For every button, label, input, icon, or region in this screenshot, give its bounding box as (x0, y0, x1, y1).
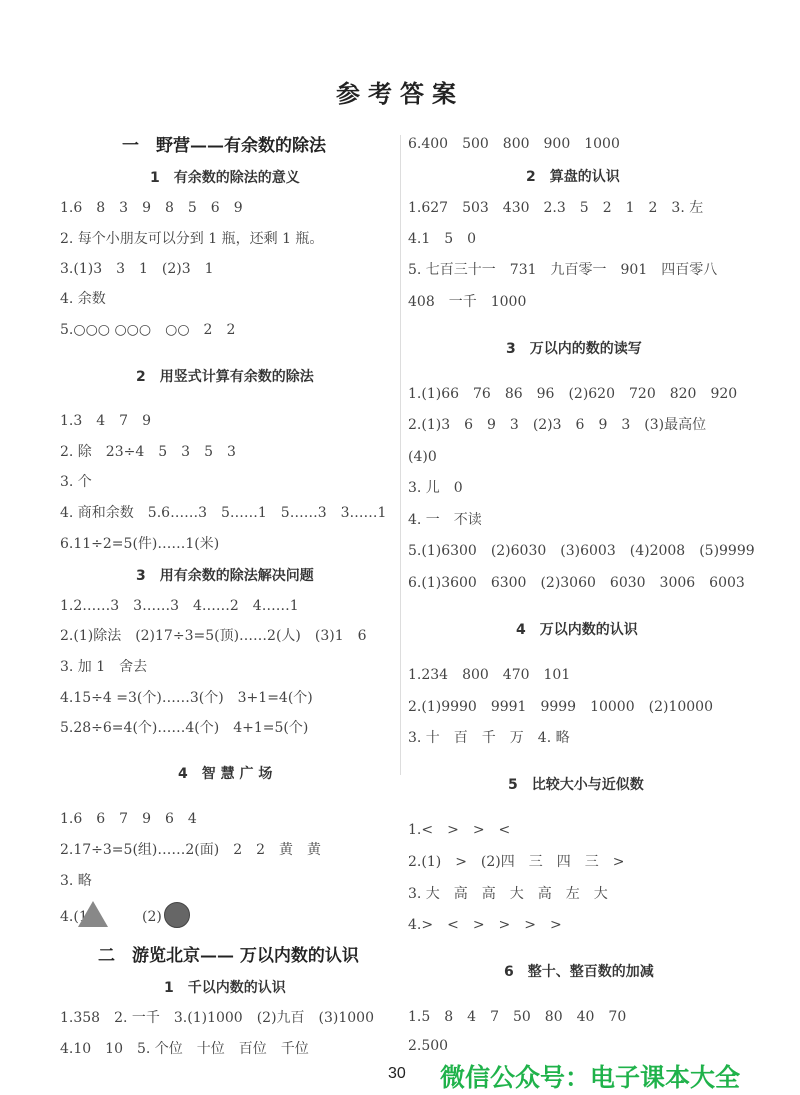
triangle-icon (78, 901, 108, 927)
answer-line: 4.15÷4 =3(个)……3(个) 3+1=4(个) (60, 690, 313, 706)
answer-line: 1.6 8 3 9 8 5 6 9 (60, 200, 243, 216)
answer-line: 1.(1)66 76 86 96 (2)620 720 820 920 (408, 386, 738, 402)
page-title: 参考答案 (336, 79, 464, 108)
answer-line: 2. 除 23÷4 5 3 5 3 (60, 444, 236, 460)
section-heading: 1 千以内数的认识 (164, 980, 286, 996)
answer-line: 1.627 503 430 2.3 5 2 1 2 3. 左 (408, 200, 704, 216)
answer-line: 1.234 800 470 101 (408, 667, 571, 683)
answer-line: 4.10 10 5. 个位 十位 百位 千位 (60, 1041, 309, 1057)
answer-line: 2.(1) > (2)四 三 四 三 > (408, 854, 625, 870)
circle-icon (164, 902, 190, 928)
answer-line: 4.(1) (60, 909, 94, 925)
answer-line: 1.6 6 7 9 6 4 (60, 811, 197, 827)
answer-line: 1.< > > < (408, 822, 511, 838)
watermark: 微信公众号：电子课本大全 (440, 1063, 741, 1092)
answer-line: 3. 加 1 舍去 (60, 659, 148, 675)
answer-line: 3. 大 高 高 大 高 左 大 (408, 886, 608, 902)
section-heading: 6 整十、整百数的加减 (504, 964, 654, 980)
answer-line: 3.(1)3 3 1 (2)3 1 (60, 261, 214, 277)
answer-line: 4.1 5 0 (408, 231, 477, 247)
section-heading: 4 万以内数的认识 (516, 622, 638, 638)
answer-line: 2.(1)除法 (2)17÷3=5(顶)……2(人) (3)1 6 (60, 628, 367, 644)
answer-line: (2) (142, 909, 162, 925)
answer-line: 3. 十 百 千 万 4. 略 (408, 730, 570, 746)
section-heading: 3 万以内的数的读写 (506, 341, 642, 357)
chapter-heading: 二 游览北京—— 万以内数的认识 (98, 946, 359, 966)
section-heading: 2 算盘的认识 (526, 169, 620, 185)
section-heading: 3 用有余数的除法解决问题 (136, 568, 314, 584)
answer-line: 5.28÷6=4(个)……4(个) 4+1=5(个) (60, 720, 309, 736)
column-divider (400, 135, 401, 775)
answer-line: 2.500 (408, 1038, 449, 1054)
chapter-heading: 一 野营——有余数的除法 (122, 136, 326, 156)
answer-line: 4.> < > > > > (408, 917, 562, 933)
answer-line: 2.(1)3 6 9 3 (2)3 6 9 3 (3)最高位 (408, 417, 707, 433)
answer-line: 2.(1)9990 9991 9999 10000 (2)10000 (408, 699, 713, 715)
answer-line: 1.5 8 4 7 50 80 40 70 (408, 1009, 627, 1025)
answer-line: 5.○○○ ○○○ ○○ 2 2 (60, 322, 236, 338)
answer-line: 6.11÷2=5(件)……1(米) (60, 536, 220, 552)
answer-line: 1.2……3 3……3 4……2 4……1 (60, 598, 299, 614)
answer-line: 6.400 500 800 900 1000 (408, 136, 620, 152)
section-heading: 2 用竖式计算有余数的除法 (136, 369, 314, 385)
answer-line: 3. 个 (60, 474, 92, 490)
answer-line: 5.(1)6300 (2)6030 (3)6003 (4)2008 (5)9999 (408, 543, 755, 559)
answer-line: 4. 商和余数 5.6……3 5……1 5……3 3……1 (60, 505, 387, 521)
answer-line: 2. 每个小朋友可以分到 1 瓶，还剩 1 瓶。 (60, 231, 324, 247)
section-heading: 4 智 慧 广 场 (178, 766, 273, 782)
page-number: 30 (388, 1065, 406, 1082)
answer-line: 3. 略 (60, 873, 92, 889)
section-heading: 5 比较大小与近似数 (508, 777, 644, 793)
answer-line: 3. 儿 0 (408, 480, 463, 496)
answer-line: 2.17÷3=5(组)……2(面) 2 2 黄 黄 (60, 842, 322, 858)
answer-line: 4. 余数 (60, 291, 106, 307)
answer-line: 5. 七百三十一 731 九百零一 901 四百零八 (408, 262, 718, 278)
answer-line: 6.(1)3600 6300 (2)3060 6030 3006 6003 (408, 575, 745, 591)
answer-line: 4. 一 不读 (408, 512, 482, 528)
section-heading: 1 有余数的除法的意义 (150, 170, 300, 186)
answer-line: (4)0 (408, 449, 437, 465)
answer-line: 1.358 2. 一千 3.(1)1000 (2)九百 (3)1000 (60, 1010, 374, 1026)
answer-line: 1.3 4 7 9 (60, 413, 151, 429)
answer-line: 408 一千 1000 (408, 294, 527, 310)
